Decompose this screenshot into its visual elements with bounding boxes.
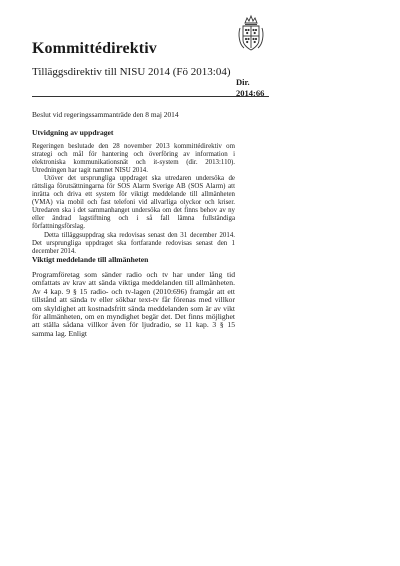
section-heading-vma: Viktigt meddelande till allmänheten	[32, 255, 149, 264]
header-divider	[32, 96, 269, 97]
paragraph: Utöver det ursprungliga uppdraget ska utredaren undersöka de rättsliga förutsättningarna för SOS Alarm Sverige AB (SOS Alarm) att inrätta och driva ett system för viktigt meddelande till allmänheten (VMA) via mobil och fast telefoni vid allvarliga olyckor och kriser. Utredaren ska i det sammanhanget undersöka om det finns behov av ny eller ändrad lagstiftning och i så fall lämna fullständiga författningsförslag.	[32, 175, 235, 231]
coat-of-arms-icon	[236, 14, 266, 54]
decision-line: Beslut vid regeringssammanträde den 8 maj 2014	[32, 110, 179, 119]
section-heading-expansion: Utvidgning av uppdraget	[32, 128, 114, 137]
dir-value: 2014:66	[236, 88, 265, 98]
section-body-expansion	[32, 143, 235, 256]
paragraph: Programföretag som sänder radio och tv har under lång tid omfattats av krav att sända viktiga meddelanden till allmänheten. Av 4 kap. 9 § 15 radio- och tv-lagen (2010:696) framgår att ett tillstånd att sända tv eller sökbar text-tv får förenas med villkor om skyldighet att kostnadsfritt sända meddelanden som är av vikt för allmänheten, om en myndighet begär det. Det finns möjlighet att ställa sådana villkor även för ljudradio, se 11 kap. 3 § 15 samma lag. Enligt	[32, 270, 235, 338]
document-subtitle: Tilläggsdirektiv till NISU 2014 (Fö 2013:04)	[32, 66, 231, 78]
dir-label: Dir.	[236, 77, 250, 87]
page-title: Kommittédirektiv	[32, 40, 157, 57]
paragraph: Regeringen beslutade den 28 november 2013 kommittédirektiv om strategi och mål för hantering och överföring av information i elektroniska kommunikationsnät och it-system (dir. 2013:110). Utredningen har tagit namnet NISU 2014.	[32, 143, 235, 175]
section-body-vma	[32, 271, 235, 338]
paragraph: Detta tilläggsuppdrag ska redovisas senast den 31 december 2014. Det ursprungliga uppdraget ska fortfarande redovisas senast den 1 december 2014.	[32, 231, 235, 255]
